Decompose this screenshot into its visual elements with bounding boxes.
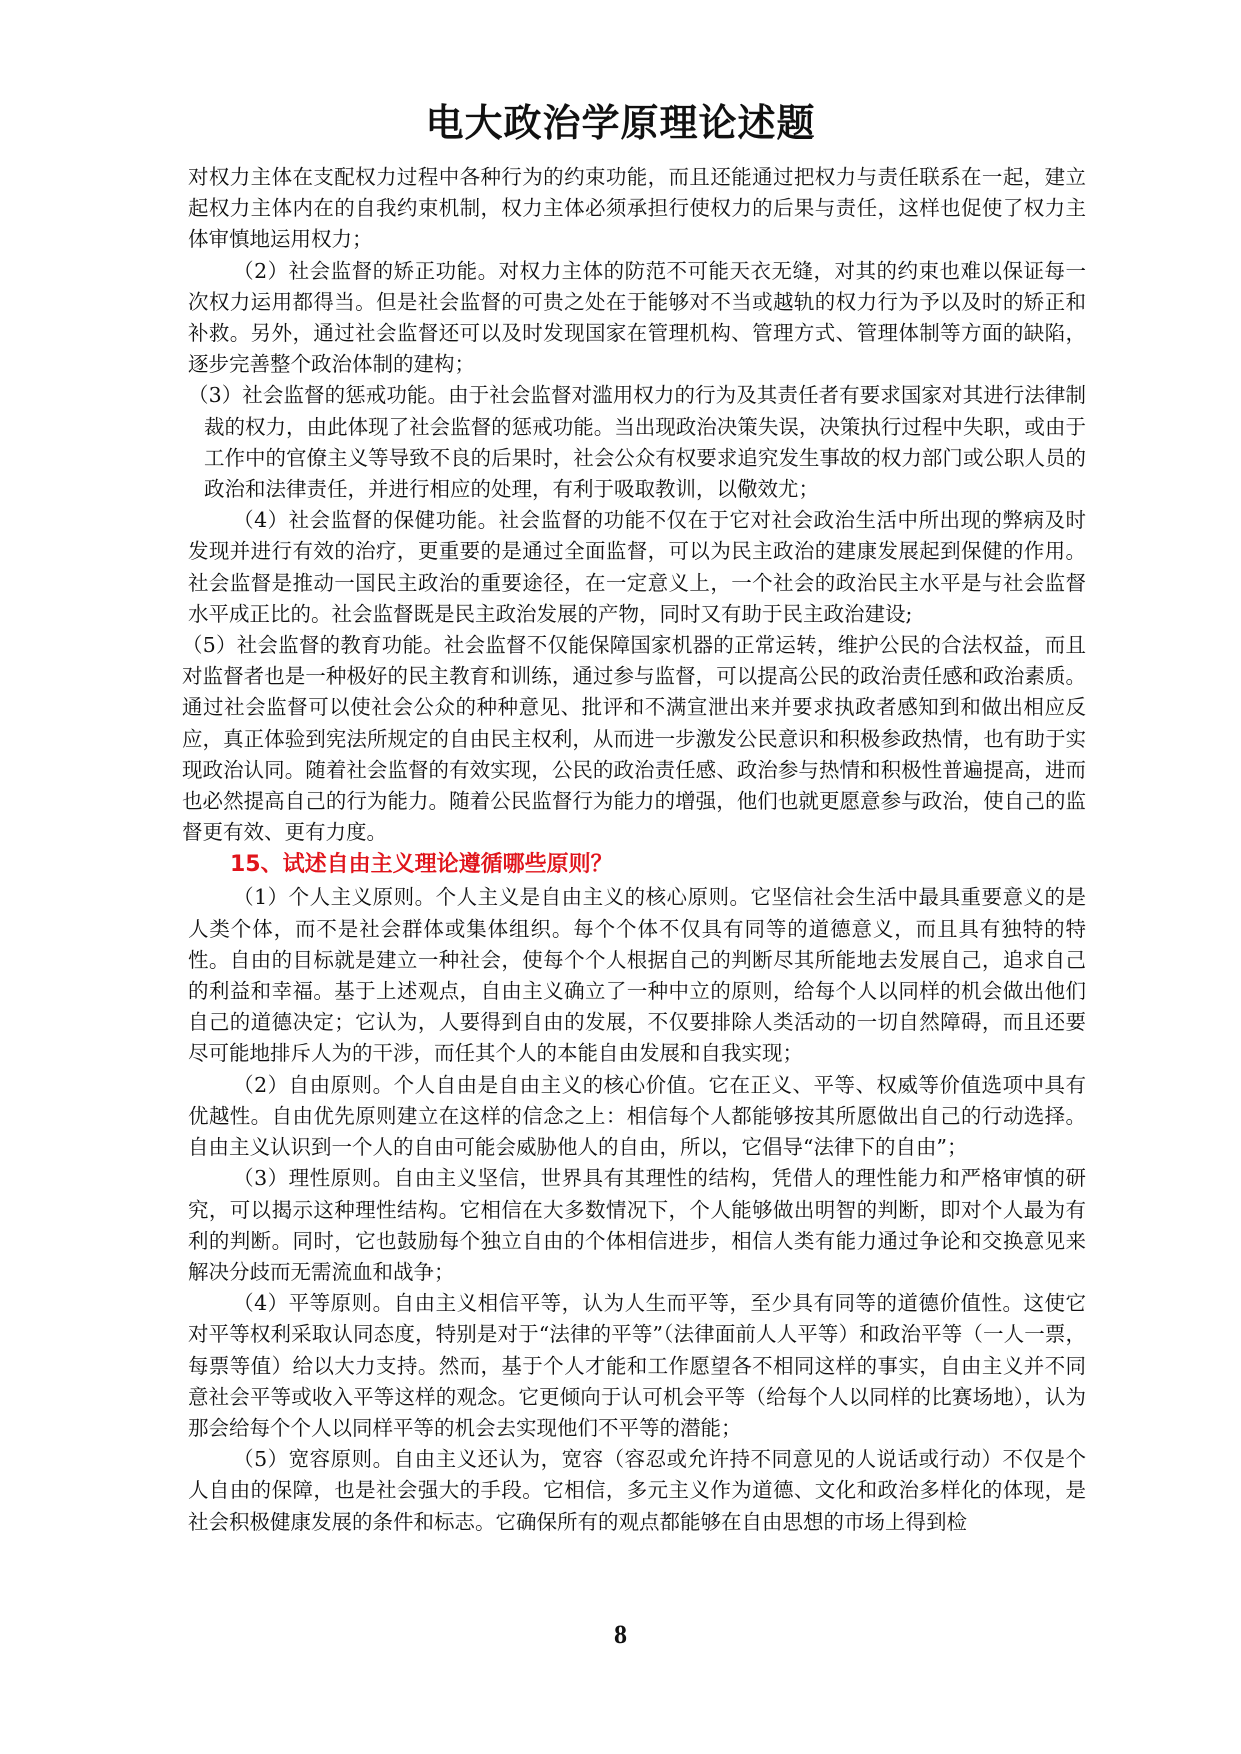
page-title: 电大政治学原理论述题 [425, 101, 816, 145]
paragraph-freedom-principle: （2）自由原则。个人自由是自由主义的核心价值。它在正义、平等、权威等价值选项中具有优越性。自由优先原则建立在这样的信念之上：相信每个人都能够按其所愿做出自己的行动选择。自由主义认识到一个人的自由可能会威胁他人的自由，所以，它倡导“法律下的自由”； [188, 1072, 1086, 1160]
document-body [182, 162, 1086, 1538]
paragraph-punitive-function: （3）社会监督的惩戒功能。由于社会监督对滥用权力的行为及其责任者有要求国家对其进行法律制裁的权力，由此体现了社会监督的惩戒功能。当出现政治决策失误，决策执行过程中失职，或由于工作中的官僚主义等导致不良的后果时，社会公众有权要求追究发生事故的权力部门或公职人员的政治和法律责任，并进行相应的处理，有利于吸取教训，以儆效尤； [188, 383, 1086, 502]
paragraph-reason-principle: （3）理性原则。自由主义坚信，世界具有其理性的结构，凭借人的理性能力和严格审慎的研究，可以揭示这种理性结构。它相信在大多数情况下，个人能够做出明智的判断，即对个人最为有利的判断。同时，它也鼓励每个独立自由的个体相信进步，相信人类有能力通过争论和交换意见来解决分歧而无需流血和战争； [188, 1166, 1086, 1284]
section-heading-15: 15、试述自由主义理论遵循哪些原则？ [230, 852, 613, 878]
paragraph-health-function: （4）社会监督的保健功能。社会监督的功能不仅在于它对社会政治生活中所出现的弊病及时发现并进行有效的治疗，更重要的是通过全面监督，可以为民主政治的建康发展起到保健的作用。社会监督是推动一国民主政治的重要途径，在一定意义上，一个社会的政治民主水平是与社会监督水平成正比的。社会监督既是民主政治发展的产物，同时又有助于民主政治建设; [188, 508, 1086, 626]
paragraph-continuation: 对权力主体在支配权力过程中各种行为的约束功能，而且还能通过把权力与责任联系在一起，建立起权力主体内在的自我约束机制，权力主体必须承担行使权力的后果与责任，这样也促使了权力主体审慎地运用权力； [188, 165, 1086, 252]
paragraph-individualism-principle: （1）个人主义原则。个人主义是自由主义的核心原则。它坚信社会生活中最具重要意义的是人类个体，而不是社会群体或集体组织。每个个体不仅具有同等的道德意义，而且具有独特的特性。自由的目标就是建立一种社会，使每个个人根据自己的判断尽其所能地去发展自己，追求自己的利益和幸福。基于上述观点，自由主义确立了一种中立的原则，给每个人以同样的机会做出他们自己的道德决定；它认为，人要得到自由的发展，不仅要排除人类活动的一切自然障碍，而且还要尽可能地排斥人为的干涉，而任其个人的本能自由发展和自我实现； [188, 885, 1086, 1066]
page-number: 8 [614, 1620, 627, 1649]
paragraph-equality-principle: （4）平等原则。自由主义相信平等，认为人生而平等，至少具有同等的道德价值性。这使它对平等权利采取认同态度，特别是对于“法律的平等”（法律面前人人平等）和政治平等（一人一票，每票等值）给以大力支持。然而，基于个人才能和工作愿望各不相同这样的事实，自由主义并不同意社会平等或收入平等这样的观念。它更倾向于认可机会平等（给每个人以同样的比赛场地），认为那会给每个个人以同样平等的机会去实现他们不平等的潜能； [188, 1291, 1086, 1440]
paragraph-tolerance-principle: （5）宽容原则。自由主义还认为，宽容（容忍或允许持不同意见的人说话或行动）不仅是个人自由的保障，也是社会强大的手段。它相信，多元主义作为道德、文化和政治多样化的体现，是社会积极健康发展的条件和标志。它确保所有的观点都能够在自由思想的市场上得到检 [188, 1447, 1086, 1534]
paragraph-corrective-function: （2）社会监督的矫正功能。对权力主体的防范不可能天衣无缝，对其的约束也难以保证每一次权力运用都得当。但是社会监督的可贵之处在于能够对不当或越轨的权力行为予以及时的矫正和补救。另外，通过社会监督还可以及时发现国家在管理机构、管理方式、管理体制等方面的缺陷，逐步完善整个政治体制的建构； [188, 258, 1086, 377]
paragraph-education-function: （5）社会监督的教育功能。社会监督不仅能保障国家机器的正常运转，维护公民的合法权益，而且对监督者也是一种极好的民主教育和训练，通过参与监督，可以提高公民的政治责任感和政治素质。通过社会监督可以使社会公众的种种意见、批评和不满宣泄出来并要求执政者感知到和做出相应反应，真正体验到宪法所规定的自由民主权利，从而进一步激发公民意识和积极参政热情，也有助于实现政治认同。随着社会监督的有效实现，公民的政治责任感、政治参与热情和积极性普遍提高，进而也必然提高自己的行为能力。随着公民监督行为能力的增强，他们也就更愿意参与政治，使自己的监督更有效、更有力度。 [182, 633, 1086, 845]
